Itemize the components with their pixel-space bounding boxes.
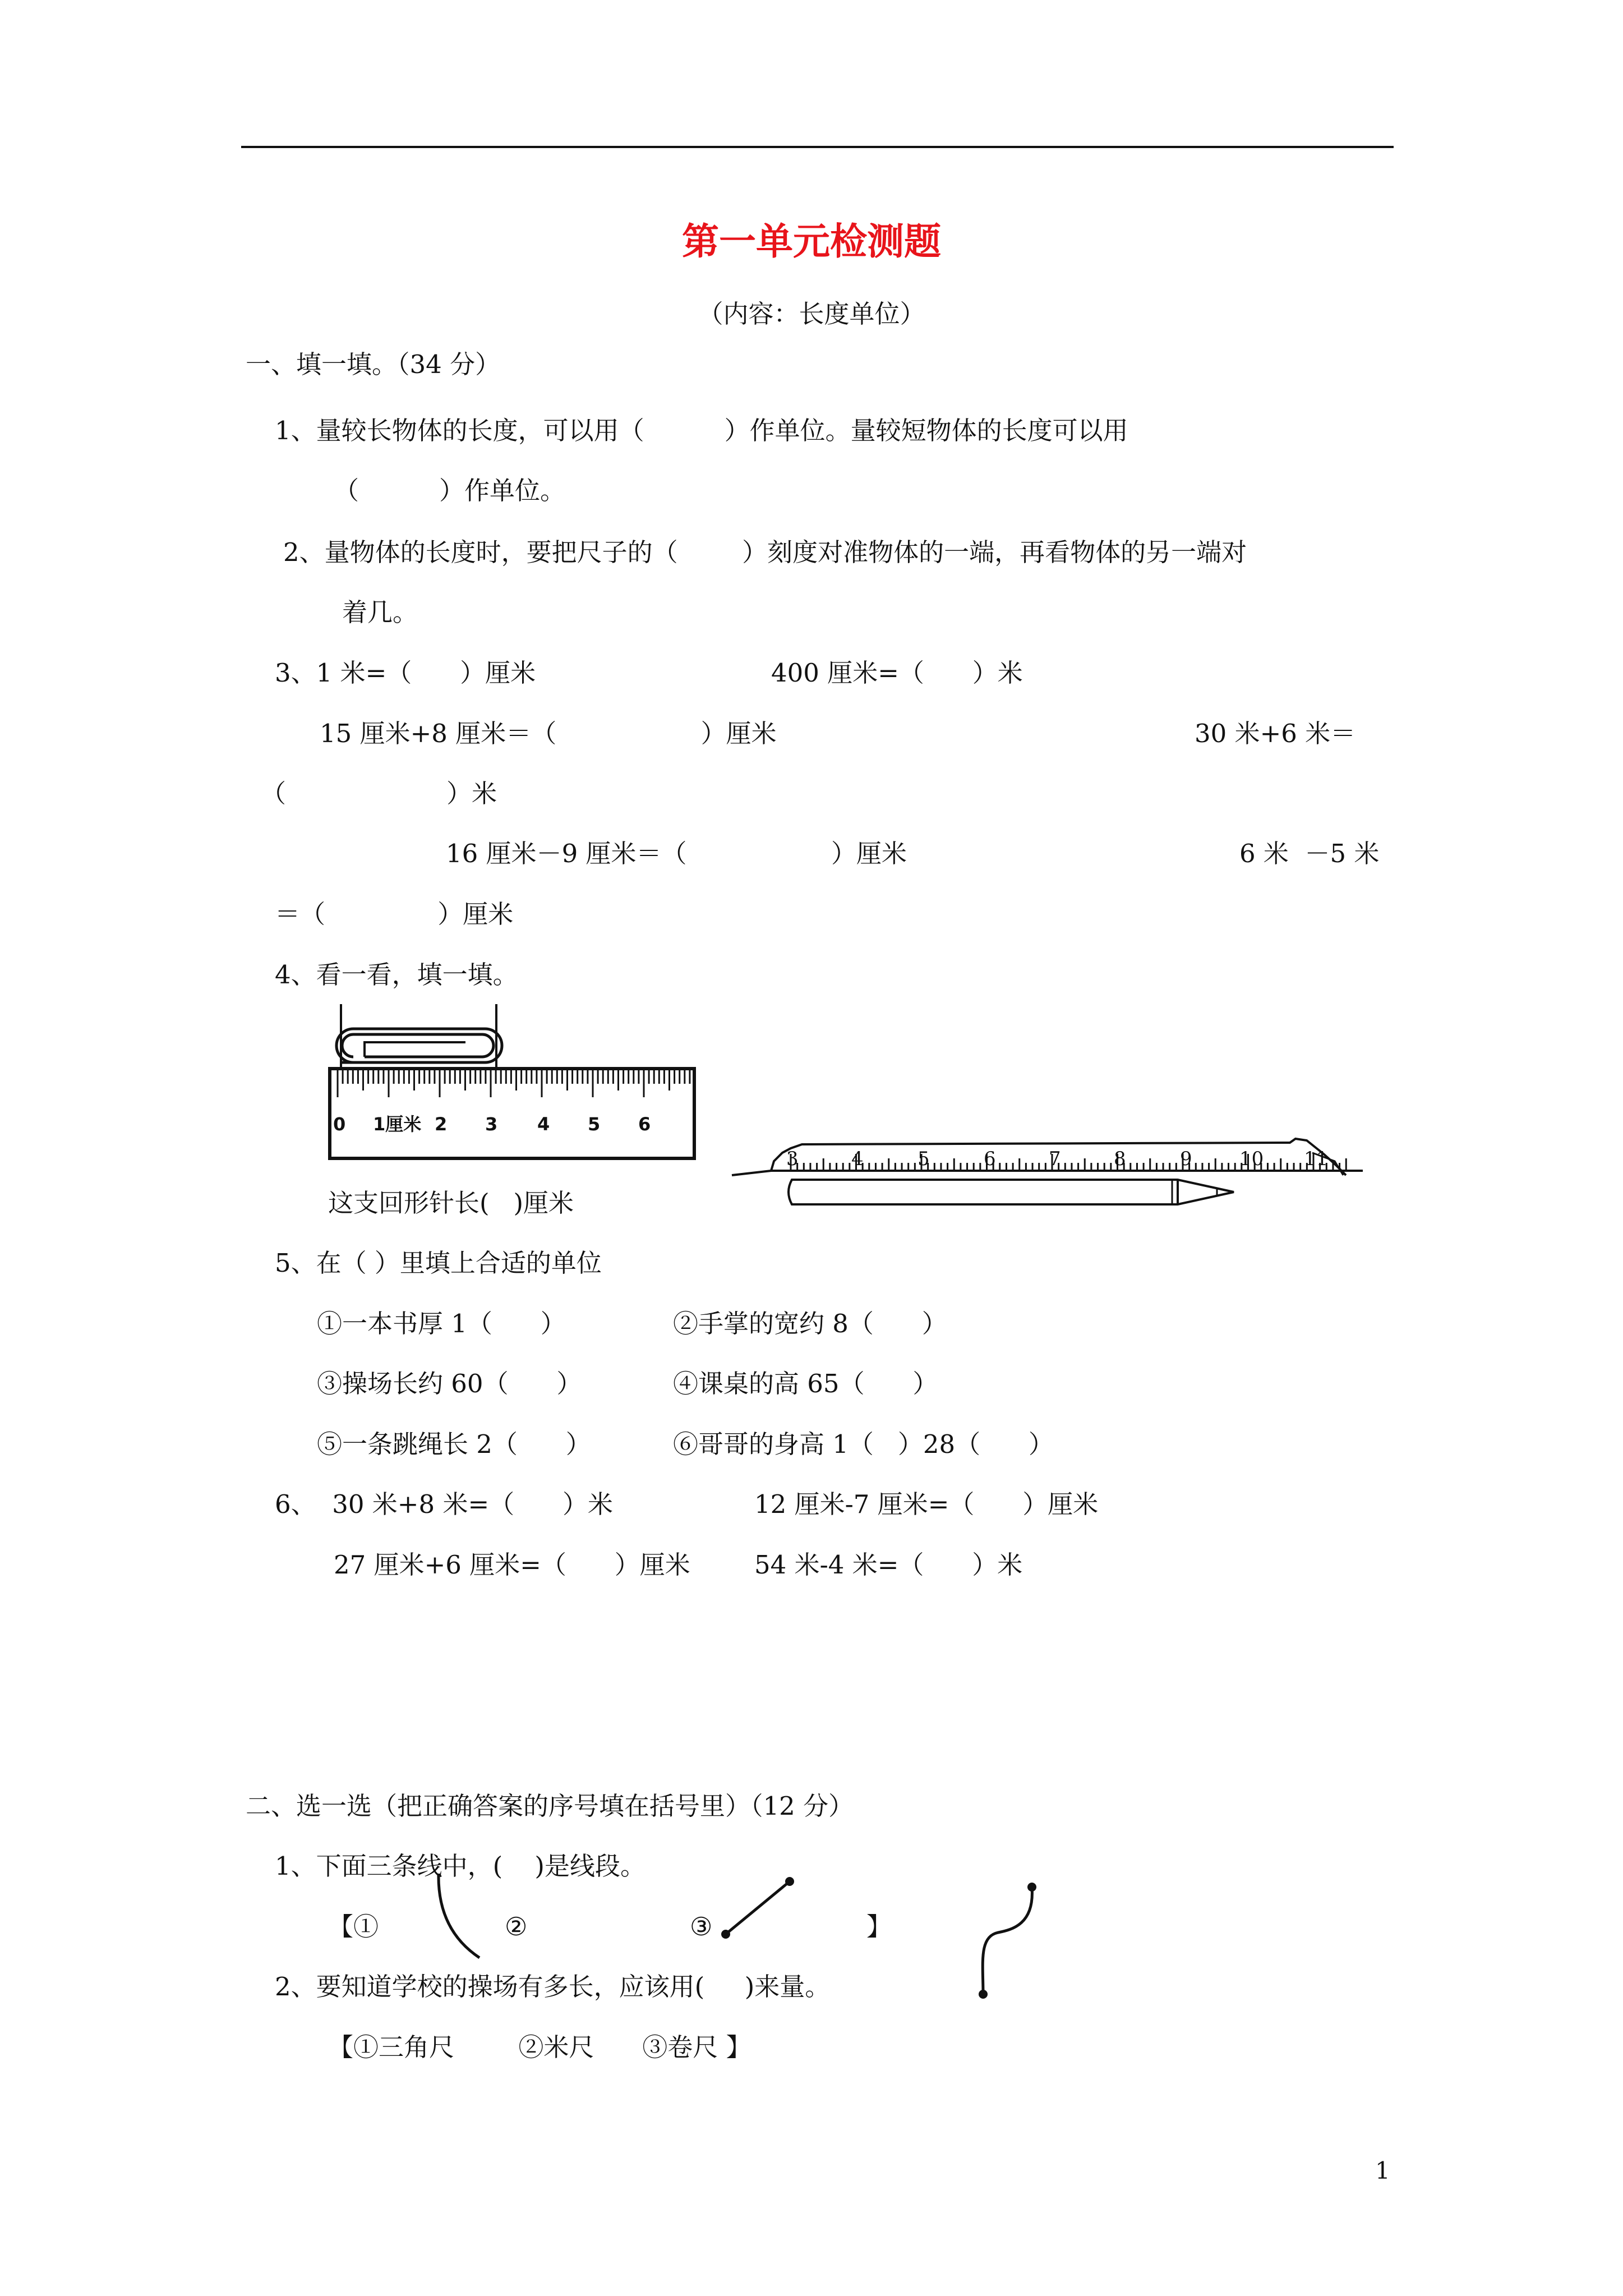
q3-item-e: （ ）米 <box>261 779 497 808</box>
ruler1-tick-label: 0 <box>333 1114 346 1135</box>
ruler2-tick-label: 6 <box>984 1148 996 1170</box>
ruler2-tick-label: 11 <box>1304 1148 1329 1170</box>
pencil-icon <box>789 1180 1234 1204</box>
section1-heading: 一、填一填。（34 分） <box>246 349 501 379</box>
section2-heading: 二、选一选（把正确答案的序号填在括号里）（12 分） <box>246 1791 854 1821</box>
q5-prompt: 5、在（ ）里填上合适的单位 <box>275 1248 602 1278</box>
q3-item-c: 15 厘米+8 厘米＝（ ）厘米 <box>320 719 777 748</box>
ruler-ticks <box>338 1070 695 1097</box>
page-subtitle: （内容：长度单位） <box>698 299 925 329</box>
q1-line1: 1、量较长物体的长度，可以用（ ）作单位。量较短物体的长度可以用 <box>275 416 1128 445</box>
s2-q1-option-2: ② <box>505 1912 528 1941</box>
header-rule <box>241 146 1394 148</box>
ruler1-tick-label: 6 <box>638 1114 651 1135</box>
q5-item: ②手掌的宽约 8（ ） <box>673 1309 947 1338</box>
paperclip-ruler-figure <box>325 1004 707 1167</box>
q6-item-d: 54 米-4 米=（ ）米 <box>754 1550 1023 1580</box>
ruler2-tick-label: 3 <box>786 1148 799 1170</box>
ruler1-tick-label: 2 <box>435 1114 448 1135</box>
q5-item: ④课桌的高 65（ ） <box>673 1369 938 1398</box>
ruler2-tick-label: 10 <box>1239 1148 1264 1170</box>
q5-item: ⑥哥哥的身高 1（ ）28（ ） <box>673 1429 1054 1459</box>
s2-q1-option-open: 【① <box>328 1912 379 1941</box>
q3-item-f: 16 厘米－9 厘米＝（ ）厘米 <box>446 839 907 868</box>
ruler1-tick-label: 1厘米 <box>373 1114 422 1135</box>
ruler1-tick-label: 3 <box>485 1114 498 1135</box>
s2-q2-options: 【①三角尺 ②米尺 ③卷尺 】 <box>328 2032 751 2062</box>
s2-q1-option-3: ③ <box>690 1912 713 1941</box>
pencil-ruler-figure <box>729 1108 1368 1220</box>
q6-item-a: 6、 30 米+8 米=（ ）米 <box>275 1489 613 1519</box>
q5-item: ③操场长约 60（ ） <box>317 1369 582 1398</box>
q5-item: ⑤一条跳绳长 2（ ） <box>317 1429 591 1459</box>
q3-item-b: 400 厘米=（ ）米 <box>771 658 1023 688</box>
q3-item-d: 30 米+6 米＝ <box>1195 719 1356 748</box>
ruler2-tick-label: 5 <box>917 1148 930 1170</box>
q3-item-h: ＝（ ）厘米 <box>275 899 514 929</box>
ruler2-tick-label: 4 <box>851 1148 864 1170</box>
q6-item-b: 12 厘米-7 厘米=（ ）厘米 <box>754 1489 1099 1519</box>
ruler2-tick-label: 9 <box>1180 1148 1192 1170</box>
q2-line1: 2、量物体的长度时，要把尺子的（ ）刻度对准物体的一端，再看物体的另一端对 <box>283 537 1247 567</box>
wavy-line-figure <box>967 1879 1046 2003</box>
q4-caption: 这支回形针长( )厘米 <box>328 1188 574 1218</box>
q3-item-g: 6 米 －5 米 <box>1239 839 1380 868</box>
q3-item-a: 3、1 米=（ ）厘米 <box>275 658 536 688</box>
q5-item: ①一本书厚 1（ ） <box>317 1309 566 1338</box>
ruler1-tick-label: 5 <box>588 1114 601 1135</box>
ruler2-tick-label: 7 <box>1049 1148 1061 1170</box>
s2-q1-option-close: 】 <box>866 1912 892 1941</box>
line-segment-figure <box>718 1874 808 1941</box>
page-number: 1 <box>1375 2157 1390 2184</box>
ruler2-tick-label: 8 <box>1114 1148 1126 1170</box>
s2-q2-prompt: 2、要知道学校的操场有多长，应该用( )来量。 <box>275 1972 831 2001</box>
q2-line2: 着几。 <box>342 597 418 627</box>
q6-item-c: 27 厘米+6 厘米=（ ）厘米 <box>334 1550 690 1580</box>
page-title: 第一单元检测题 <box>682 219 941 263</box>
ruler1-tick-label: 4 <box>537 1114 550 1135</box>
s2-q1-prompt: 1、下面三条线中，( )是线段。 <box>275 1851 645 1881</box>
q4-prompt: 4、看一看，填一填。 <box>275 960 518 990</box>
q1-line2: （ ）作单位。 <box>334 476 566 505</box>
curve-line-figure <box>426 1868 488 1969</box>
